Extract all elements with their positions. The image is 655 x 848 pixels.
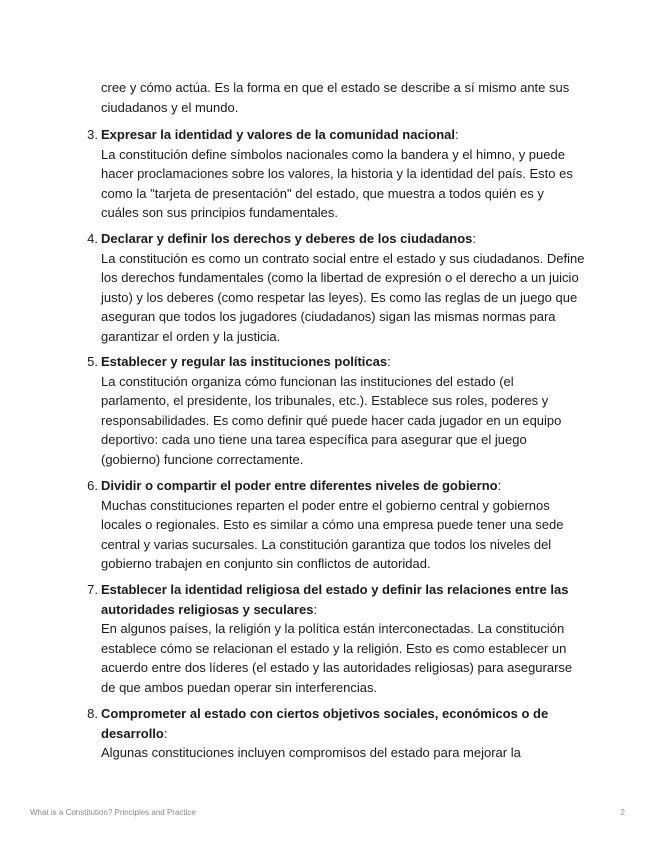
item-number: 4. [87, 231, 98, 246]
item-description: Algunas constituciones incluyen compromisos del estado para mejorar la [101, 745, 521, 760]
item-description: La constitución organiza cómo funcionan las instituciones del estado (el parlamento, el presidente, los tribunales, etc.). Establece sus roles, poderes y responsabilidades. Es como definir qué puede hacer cada jugador en un equipo deportivo: cada uno tiene una tarea específica para asegurar que el juego (gobierno) funcione correctamente. [101, 373, 562, 467]
item-title: Dividir o compartir el poder entre diferentes niveles de gobierno [101, 478, 498, 493]
page-number: 2 [620, 808, 625, 817]
item-title: Establecer y regular las instituciones políticas [101, 354, 388, 369]
footer-title: What is a Constitution? Principles and Practice [30, 808, 196, 817]
item-title: Expresar la identidad y valores de la comunidad nacional [101, 127, 456, 142]
item-description: En algunos países, la religión y la política están interconectadas. La constitución establece cómo se relacionan el estado y la religión. Esto es como establecer un acuerdo entre dos líderes (el estado y las autoridades religiosas) para asegurarse de que ambos puedan operar sin interferencias. [101, 621, 573, 695]
item-title: Comprometer al estado con ciertos objetivos sociales, económicos o de desarrollo [101, 706, 549, 741]
item-number: 5. [87, 354, 98, 369]
list-item: 4. Declarar y definir los derechos y deberes de los ciudadanos: La constitución es como un contrato social entre el estado y sus ciudadanos. Define los derechos fundamentales (como la libertad de expresión o el derecho a un juicio justo) y los deberes (como respetar las leyes). Es como las reglas de un juego que aseguran que todos los jugadores (ciudadanos) sigan las mismas normas para garantizar el orden y la justicia. [80, 229, 585, 346]
item-description: Muchas constituciones reparten el poder entre el gobierno central y gobiernos locales o regionales. Esto es similar a cómo una empresa puede tener una sede central y varias sucursales. La constitución garantiza que todos los niveles del gobierno trabajen en conjunto sin conflictos de autoridad. [101, 497, 564, 571]
item-title: Establecer la identidad religiosa del estado y definir las relaciones entre las autoridades religiosas y seculares [101, 582, 569, 617]
list-item: 8. Comprometer al estado con ciertos objetivos sociales, económicos o de desarrollo: Algunas constituciones incluyen compromisos del estado para mejorar la [80, 704, 585, 763]
list-item: 3. Expresar la identidad y valores de la comunidad nacional: La constitución define símbolos nacionales como la bandera y el himno, y puede hacer proclamaciones sobre los valores, la historia y la identidad del país. Esto es como la "tarjeta de presentación" del estado, que muestra a todos quién es y cuáles son sus principios fundamentales. [80, 125, 585, 223]
item-number: 8. [87, 706, 98, 721]
item-title: Declarar y definir los derechos y deberes de los ciudadanos [101, 231, 473, 246]
item-number: 7. [87, 582, 98, 597]
intro-paragraph: cree y cómo actúa. Es la forma en que el estado se describe a sí mismo ante sus ciudadanos y el mundo. [101, 80, 570, 115]
list-item: 7. Establecer la identidad religiosa del estado y definir las relaciones entre las autoridades religiosas y seculares: En algunos países, la religión y la política están interconectadas. La constitución establece cómo se relacionan el estado y la religión. Esto es como establecer un acuerdo entre dos líderes (el estado y las autoridades religiosas) para asegurarse de que ambos puedan operar sin interferencias. [80, 580, 585, 697]
item-number: 6. [87, 478, 98, 493]
list-item: 5. Establecer y regular las instituciones políticas: La constitución organiza cómo funcionan las instituciones del estado (el parlamento, el presidente, los tribunales, etc.). Establece sus roles, poderes y responsabilidades. Es como definir qué puede hacer cada jugador en un equipo deportivo: cada uno tiene una tarea específica para asegurar que el juego (gobierno) funcione correctamente. [80, 352, 585, 469]
item-description: La constitución es como un contrato social entre el estado y sus ciudadanos. Define los derechos fundamentales (como la libertad de expresión o el derecho a un juicio justo) y los deberes (como respetar las leyes). Es como las reglas de un juego que aseguran que todos los jugadores (ciudadanos) sigan las mismas normas para garantizar el orden y la justicia. [101, 250, 585, 344]
item-description: La constitución define símbolos nacionales como la bandera y el himno, y puede hacer proclamaciones sobre los valores, la historia y la identidad del país. Esto es como la "tarjeta de presentación" del estado, que muestra a todos quién es y cuáles son sus principios fundamentales. [101, 146, 573, 220]
list-item: 6. Dividir o compartir el poder entre diferentes niveles de gobierno: Muchas constituciones reparten el poder entre el gobierno central y gobiernos locales o regionales. Esto es similar a cómo una empresa puede tener una sede central y varias sucursales. La constitución garantiza que todos los niveles del gobierno trabajen en conjunto sin conflictos de autoridad. [80, 476, 585, 574]
item-number: 3. [87, 127, 98, 142]
